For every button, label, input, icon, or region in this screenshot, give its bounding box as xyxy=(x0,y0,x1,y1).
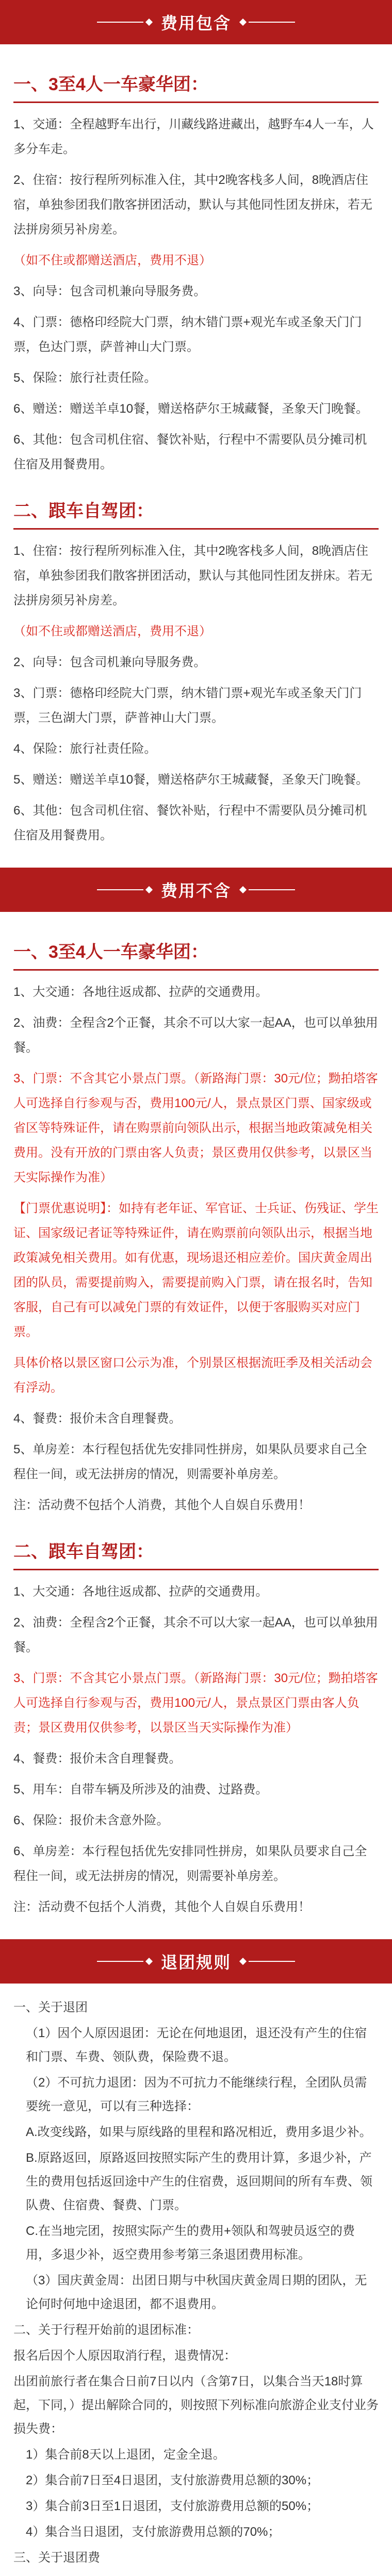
paragraph: 注：活动费不包括个人消费，其他个人自娱自乐费用！ xyxy=(13,1900,311,1914)
included-content xyxy=(0,44,392,868)
rule-item: C.在当地完团，按照实际产生的费用+领队和驾驶员返空的费用，多退少补，返空费用参考第三条退团费用标准。 xyxy=(26,2224,355,2262)
paragraph: 3、门票：德格印经院大门票，纳木错门票+观光车或圣象天门门票，三色湖大门票，萨普神山大门票。 xyxy=(13,686,362,725)
rule-item: A.改变线路，如果与原线路的里程和路况相近，费用多退少补。 xyxy=(26,2125,372,2139)
rule-item: 报名后因个人原因取消行程，退费情况： xyxy=(13,2349,236,2363)
notice-text: 3、门票：不含其它小景点门票。（新路海门票：30元/位；黝拍塔客人可选择自行参观与否，费用100元/人，景点景区门票、国家级或省区等特殊证件，请在购票前向领队出示，根据当地政策减免相关费用。没有开放的门票由客人负责；景区费用仅供参考，以景区当天实际操作为准） xyxy=(13,1072,378,1184)
group-heading: 二、跟车自驾团： xyxy=(13,487,379,530)
rule-heading: 三、关于退团费 xyxy=(13,2551,100,2565)
paragraph: 1、住宿：按行程所列标准入住，其中2晚客栈多人间，8晚酒店住宿，单独参团我们散客拼团活动，默认与其他同性团友拼床。若无法拼房须另补房差。 xyxy=(13,544,372,607)
refund-content xyxy=(0,1984,392,2576)
rule-item: （1）因个人原因退团：无论在何地退团，退还没有产生的住宿和门票、车费、领队费，保险费不退。 xyxy=(26,2026,367,2064)
section-title: 费用包含 xyxy=(160,14,231,32)
section-title: 费用不含 xyxy=(160,882,231,900)
paragraph: 2、油费：全程含2个正餐，其余不可以大家一起AA，也可以单独用餐。 xyxy=(13,1616,378,1654)
paragraph: 4、餐费：报价未含自理餐费。 xyxy=(13,1752,182,1766)
rule-item: 3）集合前3日至1日退团，支付旅游费用总额的50%； xyxy=(26,2499,319,2513)
paragraph: 6、赠送：赠送羊卓10餐，赠送格萨尔王城藏餐，圣象天门晚餐。 xyxy=(13,402,369,416)
paragraph: 5、单房差：本行程包括优先安排同性拼房，如果队员要求自己全程住一间，或无法拼房的情况，则需要补单房差。 xyxy=(13,1443,367,1481)
header-decoration-right xyxy=(240,20,295,25)
paragraph: 2、油费：全程含2个正餐，其余不可以大家一起AA，也可以单独用餐。 xyxy=(13,1016,378,1055)
paragraph: 5、用车：自带车辆及所涉及的油费、过路费。 xyxy=(13,1783,268,1797)
paragraph: 2、向导：包含司机兼向导服务费。 xyxy=(13,655,206,669)
paragraph: 5、保险：旅行社责任险。 xyxy=(13,371,157,385)
paragraph: 3、向导：包含司机兼向导服务费。 xyxy=(13,284,206,298)
rule-item: 2）集合前7日至4日退团，支付旅游费用总额的30%； xyxy=(26,2473,319,2487)
group-heading: 一、3至4人一车豪华团： xyxy=(13,928,379,971)
header-decoration-left xyxy=(97,887,152,892)
paragraph: 5、赠送：赠送羊卓10餐，赠送格萨尔王城藏餐，圣象天门晚餐。 xyxy=(13,773,369,787)
paragraph: 4、餐费：报价未含自理餐费。 xyxy=(13,1412,182,1426)
rule-item: 1）集合前8天以上退团，定金全退。 xyxy=(26,2448,225,2462)
notice-text: （如不住或都赠送酒店，费用不退） xyxy=(13,624,211,638)
notice-text: （如不住或都赠送酒店，费用不退） xyxy=(13,253,211,267)
rule-item: （3）国庆黄金周：出团日期与中秋国庆黄金周日期的团队，无论何时何地中途退团，都不退费用。 xyxy=(26,2274,367,2311)
notice-text: 3、门票：不含其它小景点门票。（新路海门票：30元/位；黝拍塔客人可选择自行参观与否，费用100元/人，景点景区门票由客人负责；景区费用仅供参考，以景区当天实际操作为准） xyxy=(13,1671,378,1735)
section-header-refund xyxy=(0,1939,392,1984)
excluded-content xyxy=(0,912,392,1939)
section-title: 退团规则 xyxy=(160,1953,231,1972)
paragraph: 1、交通：全程越野车出行，川藏线路进藏出，越野车4人一车，人多分车走。 xyxy=(13,117,374,156)
price-notice: 具体价格以景区窗口公示为准，个别景区根据流旺季及相关活动会有浮动。 xyxy=(13,1356,372,1395)
paragraph: 2、住宿：按行程所列标准入住，其中2晚客栈多人间，8晚酒店住宿，单独参团我们散客拼团活动，默认与其他同性团友拼床，若无法拼房须另补房差。 xyxy=(13,173,372,236)
header-decoration-left xyxy=(97,1959,152,1964)
rule-item: 出团前旅行者在集合日前7日以内（含第7日，以集合当天18时算起，下同，）提出解除合同的，则按照下列标准向旅游企业支付业务损失费： xyxy=(13,2375,379,2436)
paragraph: 注：活动费不包括个人消费，其他个人自娱自乐费用！ xyxy=(13,1498,311,1512)
rule-heading: 一、关于退团 xyxy=(13,2001,88,2014)
paragraph: 6、其他：包含司机住宿、餐饮补贴，行程中不需要队员分摊司机住宿及用餐费用。 xyxy=(13,433,367,471)
discount-notice: 【门票优惠说明】：如持有老年证、军官证、士兵证、伤残证、学生证、国家级记者证等特殊证件，请在购票前向领队出示，根据当地政策减免相关费用。如有优惠，现场退还相应差价。国庆黄金周出团的队员，需要提前购入，需要提前购入门票，请在报名时，告知客服，自己有可以减免门票的有效证件，以便于客服购买对应门票。 xyxy=(13,1201,379,1339)
group-heading: 一、3至4人一车豪华团： xyxy=(13,61,379,103)
header-decoration-right xyxy=(240,1959,295,1964)
rule-item xyxy=(13,2572,379,2576)
paragraph: 6、单房差：本行程包括优先安排同性拼房，如果队员要求自己全程住一间，或无法拼房的情况，则需要补单房差。 xyxy=(13,1844,367,1883)
rule-item: （2）不可抗力退团：因为不可抗力不能继续行程，全团队员需要统一意见，可以有三种选择： xyxy=(26,2076,367,2113)
paragraph: 4、保险：旅行社责任险。 xyxy=(13,742,157,756)
section-header-included xyxy=(0,0,392,44)
header-decoration-left xyxy=(97,20,152,25)
header-decoration-right xyxy=(240,887,295,892)
rule-item: 4）集合当日退团，支付旅游费用总额的70%； xyxy=(26,2525,281,2539)
paragraph: 1、大交通：各地往返成都、拉萨的交通费用。 xyxy=(13,985,268,999)
paragraph: 6、其他：包含司机住宿、餐饮补贴，行程中不需要队员分摊司机住宿及用餐费用。 xyxy=(13,804,367,842)
paragraph: 1、大交通：各地往返成都、拉萨的交通费用。 xyxy=(13,1585,268,1599)
rule-item: B.原路返回，原路返回按照实际产生的费用计算，多退少补，产生的费用包括返回途中产生的住宿费，返回期间的所有车费、领队费、住宿费、餐费、门票。 xyxy=(26,2151,372,2212)
paragraph: 4、门票：德格印经院大门票，纳木错门票+观光车或圣象天门门票，色达门票，萨普神山大门票。 xyxy=(13,315,362,354)
paragraph: 6、保险：报价未含意外险。 xyxy=(13,1814,169,1827)
group-heading: 二、跟车自驾团： xyxy=(13,1528,379,1570)
rule-heading: 二、关于行程开始前的退团标准： xyxy=(13,2323,199,2337)
section-header-excluded xyxy=(0,868,392,912)
